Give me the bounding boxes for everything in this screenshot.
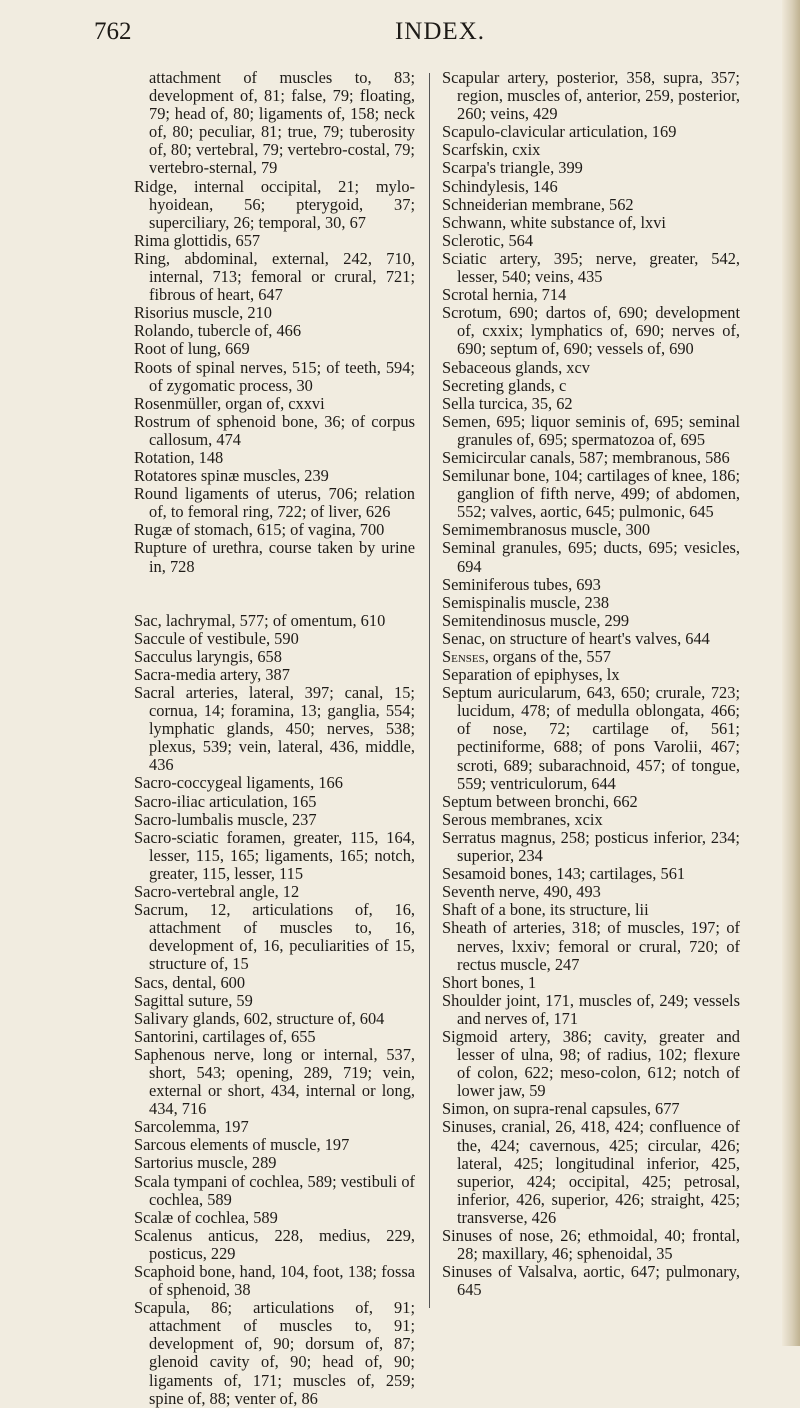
index-entry: Seventh nerve, 490, 493 xyxy=(442,882,601,902)
index-entry: Semitendinosus muscle, 299 xyxy=(442,610,630,630)
index-entry: Schindylesis, 146 xyxy=(442,176,558,196)
index-entry: Sarcous elements of muscle, 197 xyxy=(134,1135,350,1155)
index-entry: Sacral arteries, lateral, 397; canal, 15; cornua, 14; foramina, 13; ganglia, 554; lymphatic glands, 450; nerves, 538; plexus, 539; vein, lateral, 436, middle, 436 xyxy=(134,683,415,775)
index-entry: Salivary glands, 602, structure of, 604 xyxy=(134,1008,385,1028)
index-entry: Sacro-iliac articulation, 165 xyxy=(134,791,317,811)
column-divider xyxy=(429,73,430,1308)
page-spine-shadow xyxy=(782,0,800,1346)
index-entry: Sagittal suture, 59 xyxy=(134,990,253,1010)
index-entry: Scapulo-clavicular articulation, 169 xyxy=(442,122,677,142)
index-entry: Ridge, internal occipital, 21; mylo-hyoidean, 56; pterygoid, 37; superciliary, 26; temporal, 30, 67 xyxy=(134,176,415,232)
index-entry: Scarpa's triangle, 399 xyxy=(442,158,583,178)
index-entry: Round ligaments of uterus, 706; relation of, to femoral ring, 722; of liver, 626 xyxy=(134,484,415,522)
index-entry: Scrotum, 690; dartos of, 690; development of, cxxix; lymphatics of, 690; nerves of, 690; septum of, 690; vessels of, 690 xyxy=(442,303,740,359)
page-header xyxy=(0,16,800,56)
index-column-left xyxy=(134,69,415,1408)
index-entry: Sinuses of Valsalva, aortic, 647; pulmonary, 645 xyxy=(442,1262,740,1300)
index-entry: Santorini, cartilages of, 655 xyxy=(134,1026,316,1046)
index-entry: Schneiderian membrane, 562 xyxy=(442,194,634,214)
index-entry: Sinuses of nose, 26; ethmoidal, 40; frontal, 28; maxillary, 46; sphenoidal, 35 xyxy=(442,1226,740,1264)
index-entry: Semispinalis muscle, 238 xyxy=(442,592,610,612)
index-entry: Seminiferous tubes, 693 xyxy=(442,574,601,594)
index-entry: Sartorius muscle, 289 xyxy=(134,1153,277,1173)
index-entry: Scaphoid bone, hand, 104, foot, 138; fossa of sphenoid, 38 xyxy=(134,1262,415,1300)
index-entry: Shoulder joint, 171, muscles of, 249; vessels and nerves of, 171 xyxy=(442,990,740,1028)
index-entry: Semen, 695; liquor seminis of, 695; seminal granules of, 695; spermatozoa of, 695 xyxy=(442,411,740,449)
index-entry: Sacro-lumbalis muscle, 237 xyxy=(134,809,317,829)
index-entry: Scapula, 86; articulations of, 91; attachment of muscles to, 91; development of, 90; dorsum of, 87; glenoid cavity of, 90; head of, 90; ligaments of, 171; muscles of, 259; spine of, 88; venter of, 86 xyxy=(134,1298,415,1408)
index-entry: Sclerotic, 564 xyxy=(442,230,534,250)
index-entry: Semilunar bone, 104; cartilages of knee, 186; ganglion of fifth nerve, 499; of abdomen, 552; valves, aortic, 645; pulmonic, 645 xyxy=(442,466,740,522)
index-entry: Ring, abdominal, external, 242, 710, internal, 713; femoral or crural, 721; fibrous of heart, 647 xyxy=(134,248,415,305)
index-entry: Semimembranosus muscle, 300 xyxy=(442,520,651,540)
index-entry: Shaft of a bone, its structure, lii xyxy=(442,900,649,920)
page-number: 762 xyxy=(94,18,132,45)
index-entry: Sebaceous glands, xcv xyxy=(442,357,590,377)
index-entry: Scalæ of cochlea, 589 xyxy=(134,1207,278,1227)
index-entry: Sarcolemma, 197 xyxy=(134,1117,249,1137)
index-entry: Serous membranes, xcix xyxy=(442,809,603,829)
index-entry: Sinuses, cranial, 26, 418, 424; confluence of the, 424; cavernous, 425; circular, 426; lateral, 425; longitudinal inferior, 425, superior, 424; occipital, 425; petrosal, inferior, 426, superior, 426; straight, 425; transverse, 426 xyxy=(442,1117,740,1227)
index-entry: Saccule of vestibule, 590 xyxy=(134,628,299,648)
running-title: INDEX. xyxy=(394,18,485,45)
index-entry: Rostrum of sphenoid bone, 36; of corpus callosum, 474 xyxy=(134,411,415,449)
index-entry: Septum between bronchi, 662 xyxy=(442,791,638,811)
index-entry: Sacculus laryngis, 658 xyxy=(134,646,282,666)
index-entry: Seminal granules, 695; ducts, 695; vesicles, 694 xyxy=(442,538,740,576)
index-entry: Sciatic artery, 395; nerve, greater, 542, lesser, 540; veins, 435 xyxy=(442,248,740,287)
index-column-right xyxy=(442,69,740,1299)
index-entry: Sheath of arteries, 318; of muscles, 197; of nerves, lxxiv; femoral or crural, 720; of rectus muscle, 247 xyxy=(442,918,740,974)
index-entry: Simon, on supra-renal capsules, 677 xyxy=(442,1099,680,1119)
index-entry: Sacro-vertebral angle, 12 xyxy=(134,882,300,902)
index-entry: Scala tympani of cochlea, 589; vestibuli of cochlea, 589 xyxy=(134,1171,415,1209)
index-entry: Sac, lachrymal, 577; of omentum, 610 xyxy=(134,610,386,630)
index-entry: Sesamoid bones, 143; cartilages, 561 xyxy=(442,864,686,884)
index-entry: Risorius muscle, 210 xyxy=(134,303,272,323)
index-entry: Sacs, dental, 600 xyxy=(134,972,246,992)
index-entry: Secreting glands, c xyxy=(442,375,567,395)
index-entry: Scapular artery, posterior, 358, supra, 357; region, muscles of, anterior, 259, posterior, 260; veins, 429 xyxy=(442,68,740,124)
index-entry: Rugæ of stomach, 615; of vagina, 700 xyxy=(134,520,385,540)
index-entry: Separation of epiphyses, lx xyxy=(442,665,620,685)
index-entry: Sigmoid artery, 386; cavity, greater and lesser of ulna, 98; of radius, 102; flexure of colon, 622; meso-colon, 612; notch of lower jaw, 59 xyxy=(442,1026,740,1101)
index-entry: Senses, organs of the, 557 xyxy=(442,647,611,666)
index-entry: Sacro-sciatic foramen, greater, 115, 164, lesser, 115, 165; ligaments, 165; notch, greater, 115, lesser, 115 xyxy=(134,827,415,883)
index-entry: Septum auricularum, 643, 650; crurale, 723; lucidum, 478; of medulla oblongata, 466; of nose, 72; cartilage of, 561; pectiniforme, 688; of pons Varolii, 467; scroti, 689; subarachnoid, 457; of tongue, 559; ventriculorum, 644 xyxy=(442,683,740,793)
index-entry: Saphenous nerve, long or internal, 537, short, 543; opening, 289, 719; vein, external or short, 434, internal or long, 434, 716 xyxy=(134,1044,415,1119)
index-entry: Sacra-media artery, 387 xyxy=(134,664,290,684)
index-entry: Rupture of urethra, course taken by urine in, 728 xyxy=(134,538,415,576)
letter-section-gap xyxy=(134,576,415,612)
index-entry: Scrotal hernia, 714 xyxy=(442,285,567,305)
index-entry: Scarfskin, cxix xyxy=(442,140,541,160)
index-entry: Sella turcica, 35, 62 xyxy=(442,393,573,413)
index-entry: Sacrum, 12, articulations of, 16, attachment of muscles to, 16, development of, 16, peculiarities of 15, structure of, 15 xyxy=(134,900,415,974)
index-entry: Scalenus anticus, 228, medius, 229, posticus, 229 xyxy=(134,1225,415,1263)
index-entry: Semicircular canals, 587; membranous, 586 xyxy=(442,447,730,467)
index-entry: Rotation, 148 xyxy=(134,447,224,467)
index-entry: Sacro-coccygeal ligaments, 166 xyxy=(134,773,343,793)
index-entry: Roots of spinal nerves, 515; of teeth, 594; of zygomatic process, 30 xyxy=(134,357,415,395)
index-entry: Senac, on structure of heart's valves, 644 xyxy=(442,628,710,648)
index-entry: Rosenmüller, organ of, cxxvi xyxy=(134,393,325,413)
index-entry: Serratus magnus, 258; posticus inferior, 234; superior, 234 xyxy=(442,827,740,866)
index-entry: attachment of muscles to, 83; development of, 81; false, 79; floating, 79; head of, 80; ligaments of, 158; neck of, 80; peculiar, 81; true, 79; tuberosity of, 80; vertebral, 79; vertebro-costal, 79; vertebro-sternal, 79 xyxy=(149,68,415,178)
index-entry: Rotatores spinæ muscles, 239 xyxy=(134,466,329,486)
index-entry: Short bones, 1 xyxy=(442,972,537,992)
index-entry: Schwann, white substance of, lxvi xyxy=(442,212,666,232)
index-entry: Root of lung, 669 xyxy=(134,339,250,359)
index-entry: Rima glottidis, 657 xyxy=(134,230,261,250)
index-entry: Rolando, tubercle of, 466 xyxy=(134,321,302,341)
